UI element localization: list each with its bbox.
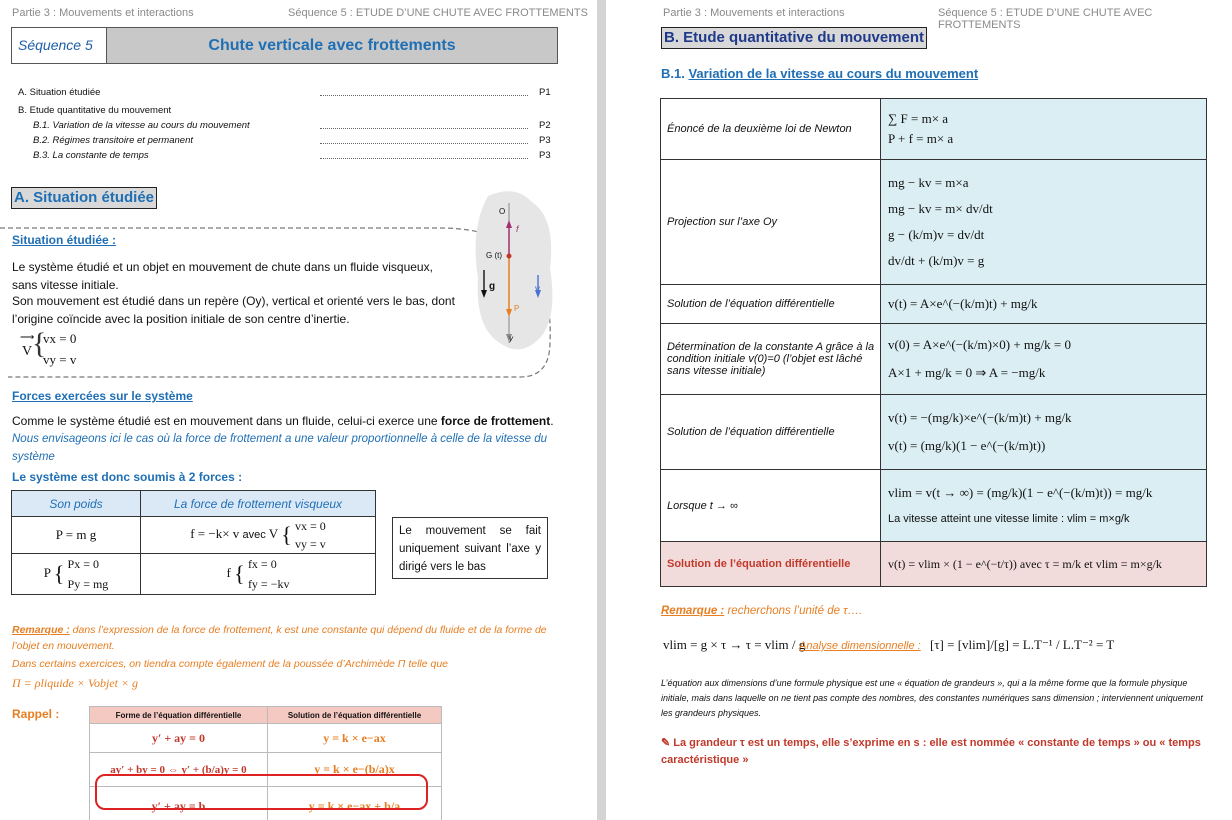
row-math: v(0) = A×e^(−(k/m)×0) + mg/k = 0 A×1 + mg/k = 0 ⇒ A = −mg/k (881, 324, 1207, 395)
row-label: Projection sur l’axe Oy (661, 160, 881, 285)
col-header: La force de frottement visqueux (141, 491, 376, 517)
origin-label: O (499, 207, 506, 216)
toc-item[interactable]: B.1. Variation de la vitesse au cours du mouvement (33, 120, 250, 131)
equation-solution: y = k × e−ax (267, 724, 441, 753)
col-header: Solution de l’équation différentielle (267, 707, 441, 724)
brace: { (32, 327, 47, 360)
p-label: P (514, 304, 520, 313)
row-label: Solution de l’équation différentielle (661, 285, 881, 324)
f-label: f (516, 224, 519, 234)
situation-title: Situation étudiée : (12, 233, 117, 247)
pencil-icon: ✎ (661, 737, 674, 749)
archimede-formula: Π = ρliquide × Vobjet × g (12, 676, 139, 690)
g-vector-label: g (489, 281, 496, 292)
dimension-paragraph: L’équation aux dimensions d’une formule physique est une « équation de grandeurs », qui a la même forme que la formule physique initiale, mais dans laquelle on ne tient pas compte des nombres, des constantes numériques sans dimension ; interviennent uniquement les grandeurs physiques. (661, 678, 1203, 718)
equation-form: ay′ + by = 0 ⇔ y′ + (b/a)y = 0 (90, 753, 268, 787)
g-label: G (t) (486, 251, 502, 260)
friction-components-cell: f { fx = 0 fy = −kv (141, 554, 376, 595)
col-header: Son poids (12, 491, 141, 517)
toc-page: P1 (539, 87, 551, 98)
falling-object-diagram (470, 188, 556, 358)
row-label: Lorsque t → ∞ (661, 470, 881, 542)
header-right: Séquence 5 : ETUDE D’UNE CHUTE AVEC FROTTEMENTS (938, 7, 1153, 31)
remarque-2: Dans certains exercices, on tiendra compte également de la poussée d’Archimède Π telle que (12, 658, 449, 670)
friction-vector-cell: f = −k× v avec V { vx = 0 vy = v (141, 517, 376, 554)
note-box: Le mouvement se fait uniquement suivant l’axe y dirigé vers le bas (392, 517, 548, 579)
page-gap (597, 0, 606, 820)
row-math: v(t) = A×e^(−(k/m)t) + mg/k (881, 285, 1207, 324)
derivation-table (660, 98, 1207, 587)
section-a-heading: A. Situation étudiée (11, 187, 157, 209)
velocity-x: vx = 0 (43, 331, 77, 346)
dimension-equation-b: [τ] = [vlim]/[g] = L.T⁻¹ / L.T⁻² = T (930, 637, 1115, 652)
highlight-ellipse (95, 774, 428, 810)
velocity-y: vy = v (43, 352, 77, 367)
equation-form: y′ + ay = 0 (90, 724, 268, 753)
row-label: Solution de l’équation différentielle (661, 395, 881, 470)
toc-item[interactable]: B. Etude quantitative du mouvement (18, 105, 172, 116)
page-right (606, 0, 1232, 820)
row-math: v(t) = vlim × (1 − e^(−t/τ)) avec τ = m/k et vlim = m×g/k (881, 542, 1207, 587)
dimension-label: Analyse dimensionnelle : (799, 640, 921, 652)
header-right: Séquence 5 : ETUDE D’UNE CHUTE AVEC FROTTEMENTS (288, 7, 588, 19)
forces-paragraph-3: Le système est donc soumis à 2 forces : (12, 470, 243, 484)
toc-page: P3 (539, 135, 551, 146)
conclusion: ✎ La grandeur τ est un temps, elle s’exprime en s : elle est nommée « constante de temps » ou « temps caractéristique » (661, 737, 1201, 766)
equation-form: y′ + ay = b (90, 787, 268, 820)
row-math: vlim = v(t → ∞) = (mg/k)(1 − e^(−(k/m)t)) = mg/k La vitesse atteint une vitesse limite : vlim = m×g/k (881, 470, 1207, 542)
equation-solution: y = k × e−(b/a)x (267, 753, 441, 787)
y-label: y (509, 334, 513, 343)
forces-paragraph-2: Nous envisageons ici le cas où la force de frottement a une valeur proportionnelle à celle de la vitesse du système (12, 433, 548, 463)
rappel-label: Rappel : (12, 707, 60, 721)
dimension-equation-a: vlim = g × τ → τ = vlim / g (663, 637, 806, 652)
row-label: Détermination de la constante A grâce à la condition initiale v(0)=0 (l’objet est lâché sans vitesse initiale) (661, 324, 881, 395)
col-header: Forme de l’équation différentielle (90, 707, 268, 724)
v-label: v (535, 284, 540, 295)
toc-page: P2 (539, 120, 551, 131)
b1-heading: B.1. Variation de la vitesse au cours du mouvement (661, 66, 979, 81)
section-b-heading: B. Etude quantitative du mouvement (661, 27, 927, 49)
remarque-2: Remarque : recherchons l’unité de τ…. (661, 605, 863, 617)
sequence-title-box (11, 27, 558, 64)
forces-paragraph-1: Comme le système étudié est en mouvement dans un fluide, celui-ci exerce une force de frottement. (12, 414, 554, 428)
forces-title: Forces exercées sur le système (12, 389, 193, 403)
row-math: v(t) = −(mg/k)×e^(−(k/m)t) + mg/k v(t) = (mg/k)(1 − e^(−(k/m)t)) (881, 395, 1207, 470)
weight-vector-cell: P = m g (12, 517, 141, 554)
row-math: mg − kv = m×a mg − kv = m× dv/dt g − (k/m)v = dv/dt dv/dt + (k/m)v = g (881, 160, 1207, 285)
toc-item[interactable]: B.3. La constante de temps (33, 150, 149, 161)
situation-paragraph-2: Son mouvement est étudié dans un repère (Oy), vertical et orienté vers le bas, dont l’origine coïncide avec la position initiale de son centre d’inertie. (12, 294, 455, 326)
weight-components-cell: P { Px = 0 Py = mg (12, 554, 141, 595)
situation-paragraph-1: Le système étudié et un objet en mouvement de chute dans un fluide visqueux, sans vitesse initiale. (12, 260, 433, 292)
page-left: Partie 3 : Mouvements et interactions Séquence 5 : ETUDE D’UNE CHUTE AVEC FROTTEMENTS Séquence 5 Chute verticale avec frottements A. Situation étudiée P1 B. Etude quantitative du mouvement B.1. Variation de la vitesse au cours du mouvement P2 B.2. Régimes transitoire et permanent P3 B.3. La constante de temps P3 A. Situation étudiée Situation étudiée : Le système étudié et un objet en mouvement de chute dans un fluide visqueux, sans vitesse initiale. Son mouvement est étudié dans un repère (Oy), vertical et orienté vers le bas, dont l’origine coïncide avec la position initiale de son centre d’inertie. ⟶ V { vx = 0 vy = v O G (t) g f P v y Forces exercées sur le système Comme le système étudié est en mouvement dans un fluide, celui-ci exerce une force de frottement. Nous envisageons ici le cas où la force de frottement a une valeur proportionnelle à celle de la vitesse du système Le système est donc soumis à 2 forces : Son poids La force de frottement visqueux P = m g f = −k× v avec V { vx = 0 vy = v P { Px = 0 Py = mg f { fx = 0 fy = −kv Le mouvement se fait uniquement suivant l’axe y dirigé vers le bas Remarque : dans l’expression de la force de frottement, k est une constante qui dépend du fluide et de la forme de l’objet en mouvement. Dans certains exercices, on tiendra compte également de la poussée d’Archimède Π telle que Π = ρliquide × Vobjet × g Rappel : Forme de l’équation différentielle Solution de l’équation différentielle y′ + ay = 0 y = k × e−ax ay′ + by = 0 ⇔ y′ + (b/a)y = 0 y = k × e−(b/a)x y′ + ay = b y = k × e−ax + b/a (0, 0, 597, 820)
row-label: Énoncé de la deuxième loi de Newton (661, 99, 881, 160)
toc-page: P3 (539, 150, 551, 161)
header-left: Partie 3 : Mouvements et interactions (663, 7, 845, 19)
toc-item[interactable]: B.2. Régimes transitoire et permanent (33, 135, 193, 146)
header-left: Partie 3 : Mouvements et interactions (12, 7, 194, 19)
forces-table (11, 490, 376, 595)
equation-solution: y = k × e−ax + b/a (267, 787, 441, 820)
toc-item[interactable]: A. Situation étudiée (18, 87, 101, 98)
sequence-label: Séquence 5 (18, 37, 93, 53)
row-label: Solution de l’équation différentielle (661, 542, 881, 587)
row-math: ∑ F = m× a P + f = m× a (881, 99, 1207, 160)
remarque-1: Remarque : dans l’expression de la force de frottement, k est une constante qui dépend du fluide et de la forme de l’objet en mouvement. (12, 624, 547, 652)
sequence-title: Chute verticale avec frottements (106, 28, 557, 63)
